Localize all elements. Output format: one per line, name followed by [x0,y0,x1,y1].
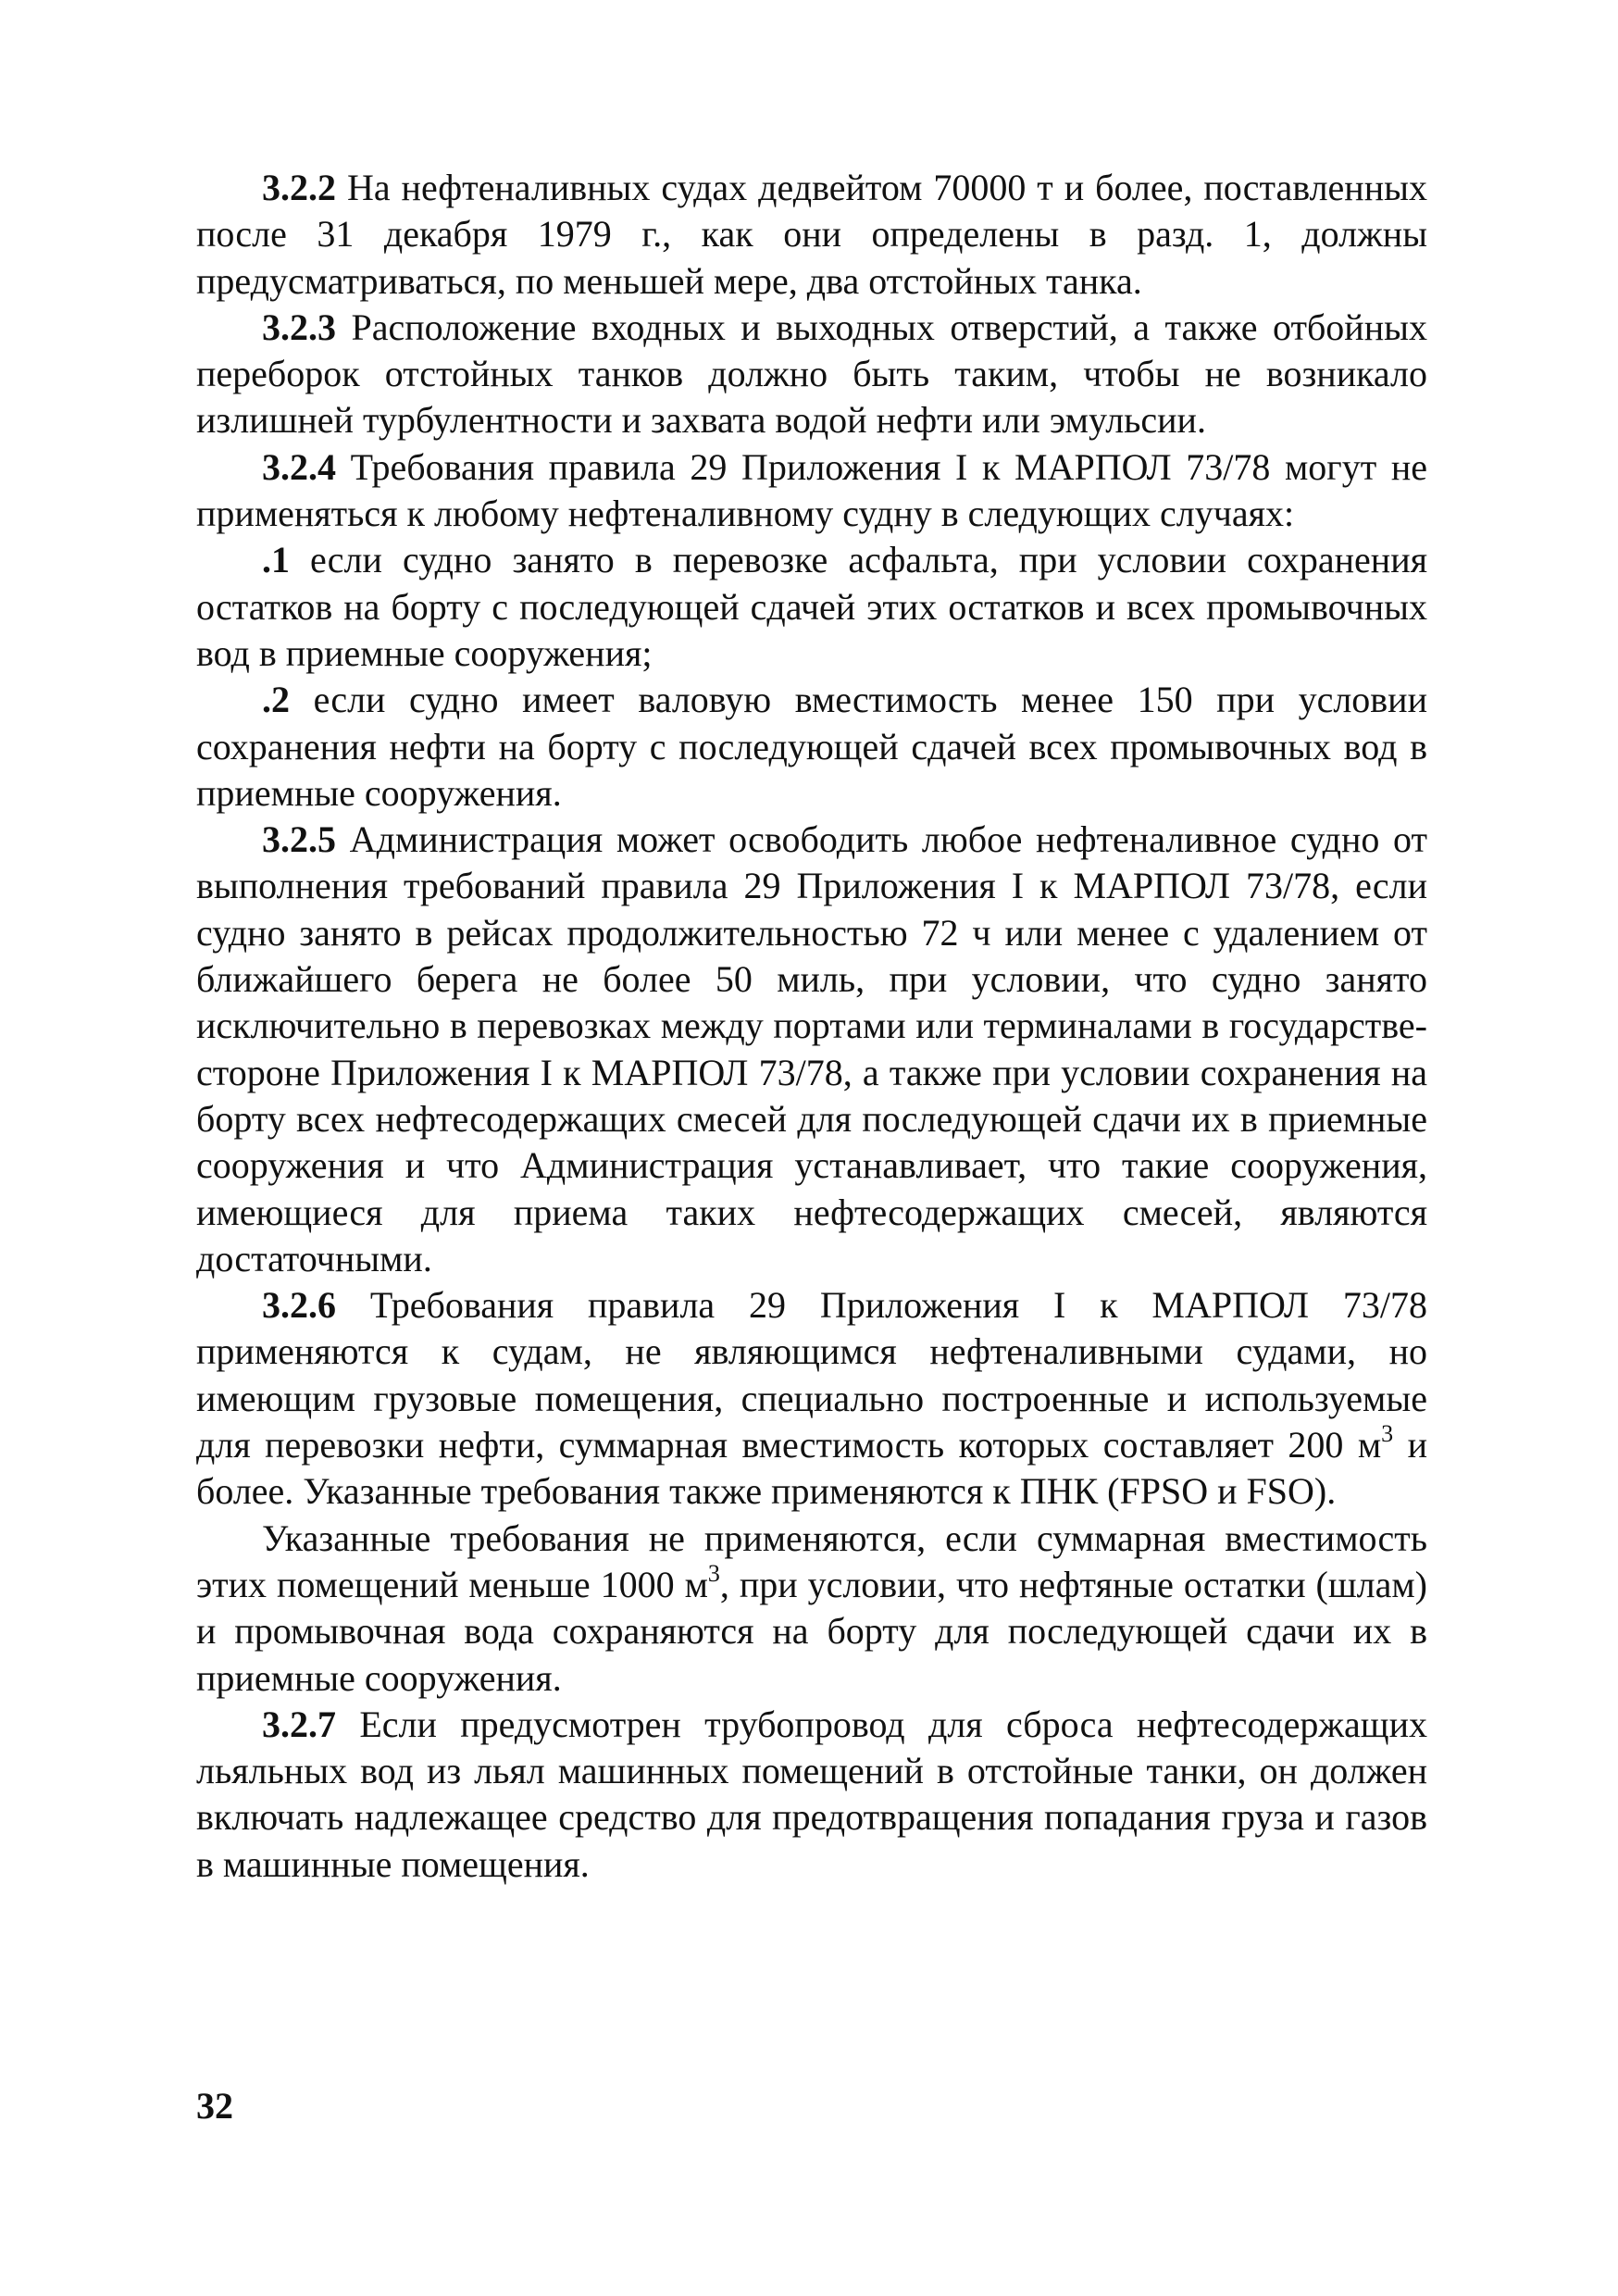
paragraph-number: 3.2.4 [262,445,336,488]
paragraph-text: Требования правила 29 Приложения I к МАРПОЛ 73/78 применяются к судам, не являющимся нефтеналивными судами, но имеющим грузовые помещения, специально построенные и используемые для перевозки нефти, суммарная вместимость которых составляет 200 м [196,1284,1427,1466]
paragraph-text-after: и более. Указанные требования также применяются к ПНК (FPSO и FSO). [196,1424,1427,1513]
list-item-number: .2 [262,679,290,721]
paragraph-number: 3.2.7 [262,1703,336,1745]
paragraph-number: 3.2.5 [262,818,336,861]
page-number: 32 [196,2085,233,2127]
paragraph-number: 3.2.6 [262,1284,336,1327]
paragraph-text: Указанные требования не применяются, если суммарная вместимость этих помещений меньше 1000 м [196,1516,1427,1605]
list-item-text: если судно имеет валовую вместимость менее 150 при условии сохранения нефти на борту с последующей сдачей всех промывочных вод в приемные сооружения. [196,679,1427,814]
paragraph-text: Если предусмотрен трубопровод для сброса нефтесодержащих льяльных вод из льял машинных помещений в отстойные танки, он должен включать надлежащее средство для предотвращения попадания груза и газов в машинные помещения. [196,1703,1427,1885]
paragraph-text-after: , при условии, что нефтяные остатки (шлам) и промывочная вода сохраняются на борту для последующей сдачи их в приемные сооружения. [196,1563,1428,1699]
paragraph-3-2-2 [196,165,1427,305]
list-item-text: если судно занято в перевозке асфальта, при условии сохранения остатков на борту с последующей сдачей этих остатков и всех промывочных вод в приемные сооружения; [196,539,1427,674]
list-item-1 [196,537,1427,677]
paragraph-3-2-6-continued [196,1516,1427,1702]
paragraph-3-2-5 [196,817,1427,1282]
superscript: 3 [1381,1420,1394,1448]
list-item-2 [196,677,1427,817]
paragraph-3-2-6 [196,1282,1427,1515]
paragraph-3-2-7 [196,1702,1427,1888]
superscript: 3 [707,1559,720,1587]
paragraph-text: На нефтеналивных судах дедвейтом 70000 т и более, поставленных после 31 декабря 1979 г., как они определены в разд. 1, должны предусматриваться, по меньшей мере, два отстойных танка. [196,167,1427,302]
paragraph-text: Требования правила 29 Приложения I к МАРПОЛ 73/78 могут не применяться к любому нефтеналивному судну в следующих случаях: [196,445,1427,535]
paragraph-number: 3.2.2 [262,167,336,208]
paragraph-number: 3.2.3 [262,306,336,348]
paragraph-text: Администрация может освободить любое нефтеналивное судно от выполнения требований правила 29 Приложения I к МАРПОЛ 73/78, если судно занято в рейсах продолжительностью 72 ч или менее с удалением от ближайшего берега не более 50 миль, при условии, что судно занято исключительно в перевозках между портами или терминалами в государстве-стороне Приложения I к МАРПОЛ 73/78, а также при условии сохранения на борту всех нефтесодержащих смесей для последующей сдачи их в приемные сооружения и что Администрация устанавливает, что такие сооружения, имеющиеся для приема таких нефтесодержащих смесей, являются достаточными. [196,818,1427,1279]
paragraph-3-2-3 [196,305,1427,444]
paragraph-text: Расположение входных и выходных отверстий, а также отбойных переборок отстойных танков должно быть таким, чтобы не возникало излишней турбулентности и захвата водой нефти или эмульсии. [196,306,1427,442]
body-text [196,165,1427,1888]
list-item-number: .1 [262,539,290,581]
paragraph-3-2-4 [196,444,1427,538]
